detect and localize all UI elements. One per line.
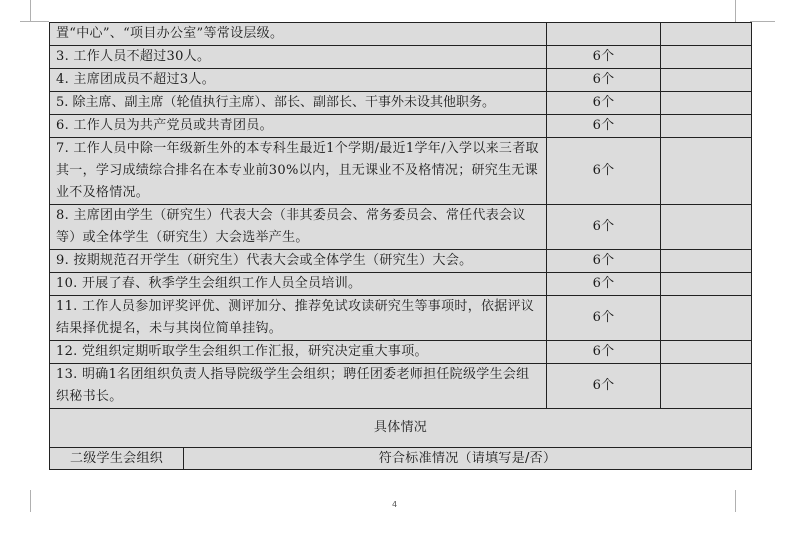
table-row [50, 92, 752, 115]
fill-cell[interactable] [661, 115, 752, 138]
score-cell: 6个 [547, 138, 661, 205]
fill-cell[interactable] [661, 92, 752, 115]
fill-cell[interactable] [661, 46, 752, 69]
criteria-text: 7. 工作人员中除一年级新生外的本专科生最近1个学期/最近1学年/入学以来三者取其一，学习成绩综合排名在本专业前30%以内，且无课业不及格情况；研究生无课业不及格情况。 [50, 138, 547, 205]
crop-mark [20, 21, 49, 22]
crop-mark [750, 21, 775, 22]
fill-cell[interactable] [661, 23, 752, 46]
criteria-text: 13. 明确1名团组织负责人指导院级学生会组织；聘任团委老师担任院级学生会组织秘书长。 [50, 364, 547, 409]
fill-cell[interactable] [661, 138, 752, 205]
table-row [50, 296, 752, 341]
criteria-text: 置“中心”、“项目办公室”等常设层级。 [50, 23, 547, 46]
compliance-header: 符合标准情况（请填写是/否） [184, 448, 751, 469]
secondary-org-header: 二级学生会组织 [50, 448, 184, 469]
criteria-text: 11. 工作人员参加评奖评优、测评加分、推荐免试攻读研究生等事项时，依据评议结果择优提名，未与其岗位简单挂钩。 [50, 296, 547, 341]
criteria-text: 9. 按期规范召开学生（研究生）代表大会或全体学生（研究生）大会。 [50, 250, 547, 273]
bottom-header [50, 448, 751, 469]
section-row [50, 409, 752, 448]
score-cell: 6个 [547, 92, 661, 115]
table-row [50, 273, 752, 296]
bottom-header-row [50, 448, 752, 470]
score-cell: 6个 [547, 341, 661, 364]
score-cell: 6个 [547, 273, 661, 296]
table-row [50, 250, 752, 273]
table-row [50, 138, 752, 205]
criteria-text: 3. 工作人员不超过30人。 [50, 46, 547, 69]
crop-mark [735, 0, 736, 22]
table-row [50, 23, 752, 46]
bottom-header-cell [50, 448, 752, 470]
fill-cell[interactable] [661, 273, 752, 296]
criteria-text: 10. 开展了春、秋季学生会组织工作人员全员培训。 [50, 273, 547, 296]
score-cell: 6个 [547, 205, 661, 250]
criteria-text: 12. 党组织定期听取学生会组织工作汇报，研究决定重大事项。 [50, 341, 547, 364]
table-row [50, 46, 752, 69]
score-cell: 6个 [547, 69, 661, 92]
score-cell: 6个 [547, 46, 661, 69]
fill-cell[interactable] [661, 364, 752, 409]
crop-mark [30, 0, 31, 22]
score-cell: 6个 [547, 296, 661, 341]
score-cell [547, 23, 661, 46]
fill-cell[interactable] [661, 341, 752, 364]
fill-cell[interactable] [661, 69, 752, 92]
table-row [50, 69, 752, 92]
section-title: 具体情况 [50, 409, 752, 448]
score-cell: 6个 [547, 115, 661, 138]
criteria-text: 4. 主席团成员不超过3人。 [50, 69, 547, 92]
score-cell: 6个 [547, 250, 661, 273]
fill-cell[interactable] [661, 205, 752, 250]
fill-cell[interactable] [661, 296, 752, 341]
table-row [50, 341, 752, 364]
criteria-text: 6. 工作人员为共产党员或共青团员。 [50, 115, 547, 138]
criteria-table [49, 22, 752, 470]
score-cell: 6个 [547, 364, 661, 409]
criteria-text: 8. 主席团由学生（研究生）代表大会（非其委员会、常务委员会、常任代表会议等）或全体学生（研究生）大会选举产生。 [50, 205, 547, 250]
table-row [50, 364, 752, 409]
fill-cell[interactable] [661, 250, 752, 273]
table-row [50, 115, 752, 138]
page-number: 4 [391, 500, 398, 509]
table-row [50, 205, 752, 250]
criteria-text: 5. 除主席、副主席（轮值执行主席）、部长、副部长、干事外未设其他职务。 [50, 92, 547, 115]
